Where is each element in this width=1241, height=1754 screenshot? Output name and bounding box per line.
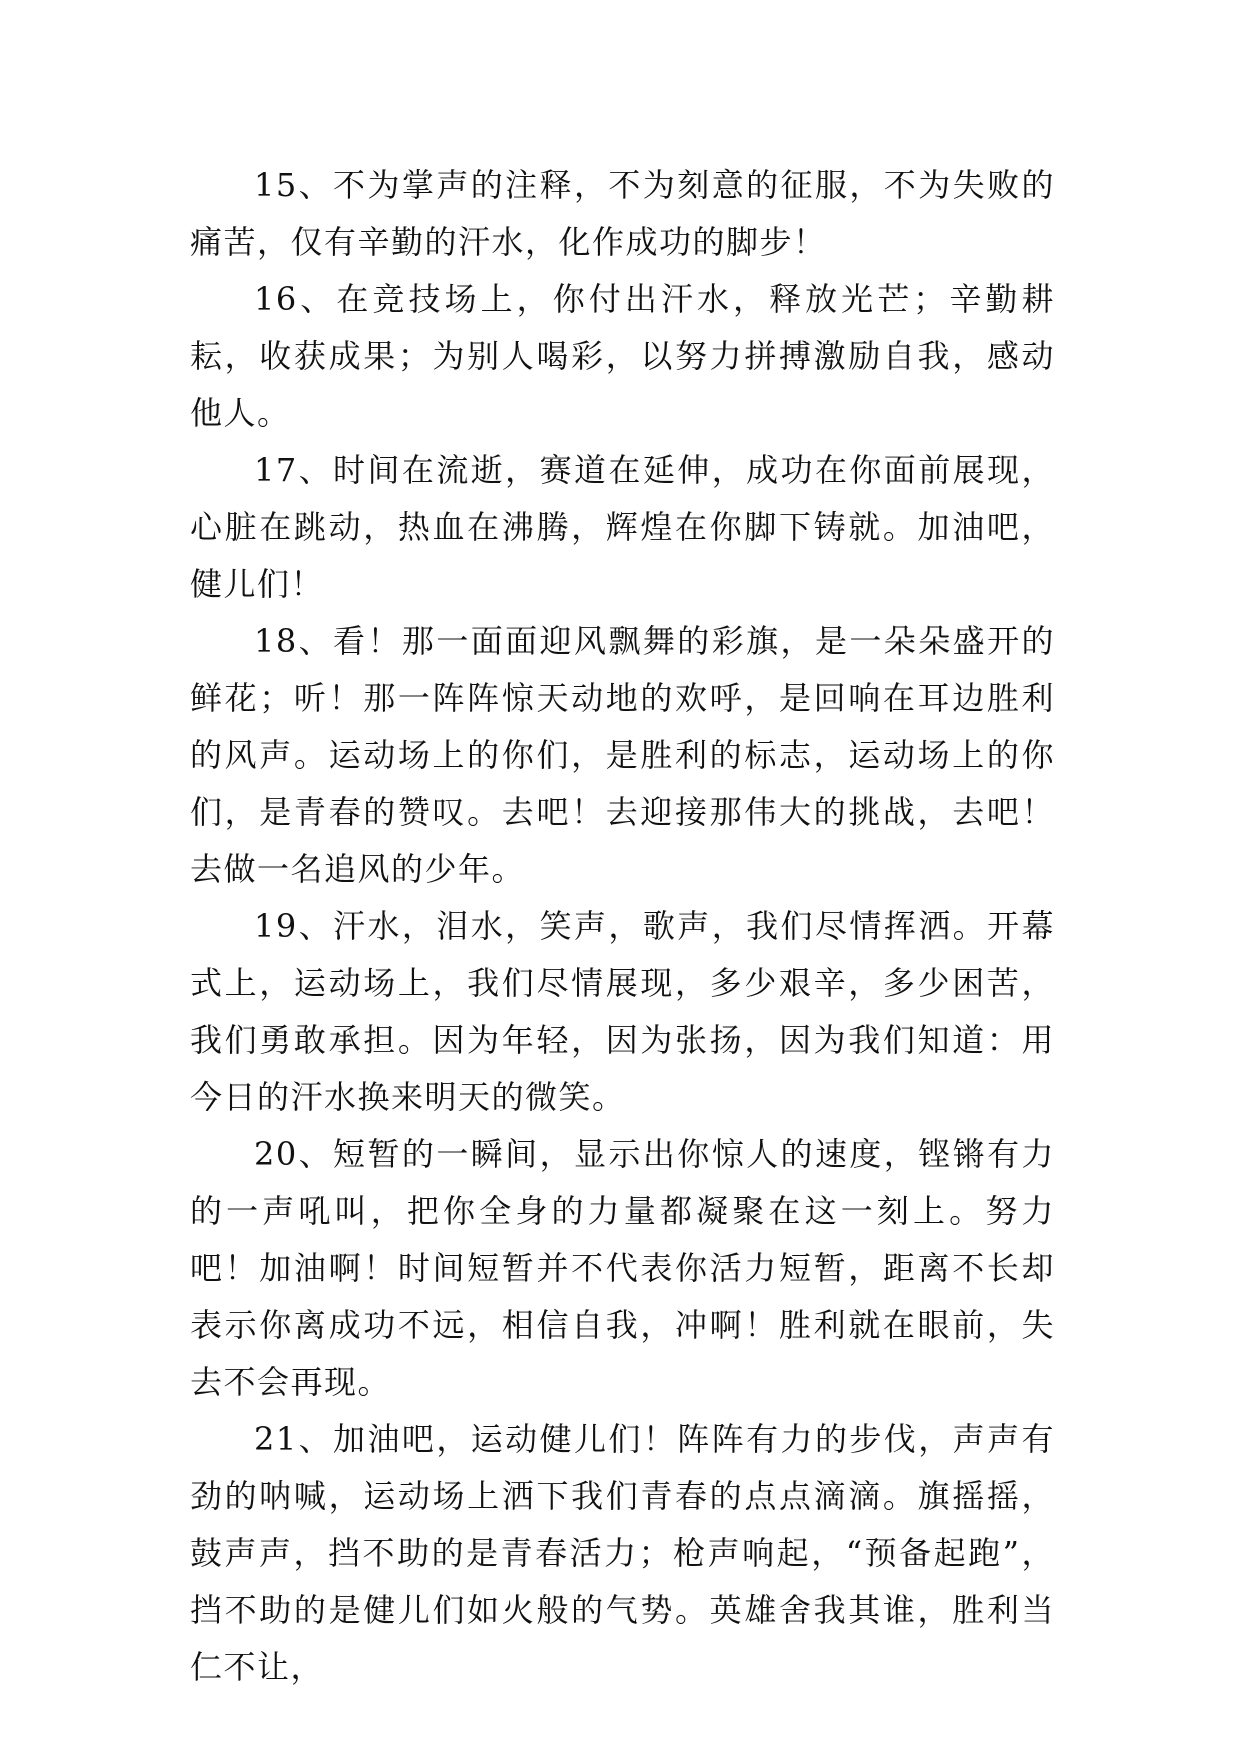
paragraph-19: 19、汗水，泪水，笑声，歌声，我们尽情挥洒。开幕式上，运动场上，我们尽情展现，多少艰辛，多少困苦，我们勇敢承担。因为年轻，因为张扬，因为我们知道：用今日的汗水换来明天的微笑。 [190, 907, 1055, 1116]
paragraph-17: 17、时间在流逝，赛道在延伸，成功在你面前展现，心脏在跳动，热血在沸腾，辉煌在你脚下铸就。加油吧，健儿们！ [190, 451, 1055, 603]
paragraph-18: 18、看！那一面面迎风飘舞的彩旗，是一朵朵盛开的鲜花；听！那一阵阵惊天动地的欢呼，是回响在耳边胜利的风声。运动场上的你们，是胜利的标志，运动场上的你们，是青春的赞叹。去吧！去迎接那伟大的挑战，去吧！去做一名追风的少年。 [190, 622, 1055, 888]
paragraph-20: 20、短暂的一瞬间，显示出你惊人的速度，铿锵有力的一声吼叫，把你全身的力量都凝聚在这一刻上。努力吧！加油啊！时间短暂并不代表你活力短暂，距离不长却表示你离成功不远，相信自我，冲啊！胜利就在眼前，失去不会再现。 [190, 1135, 1055, 1401]
paragraph-15: 15、不为掌声的注释，不为刻意的征服，不为失败的痛苦，仅有辛勤的汗水，化作成功的脚步！ [190, 166, 1055, 261]
paragraph-16: 16、在竞技场上，你付出汗水，释放光芒；辛勤耕耘，收获成果；为别人喝彩，以努力拼搏激励自我，感动他人。 [190, 280, 1055, 432]
paragraph-21: 21、加油吧，运动健儿们！阵阵有力的步伐，声声有劲的呐喊，运动场上洒下我们青春的点点滴滴。旗摇摇，鼓声声，挡不助的是青春活力；枪声响起，“预备起跑”，挡不助的是健儿们如火般的气势。英雄舍我其谁，胜利当仁不让， [190, 1420, 1055, 1686]
document-body [190, 157, 1055, 1696]
